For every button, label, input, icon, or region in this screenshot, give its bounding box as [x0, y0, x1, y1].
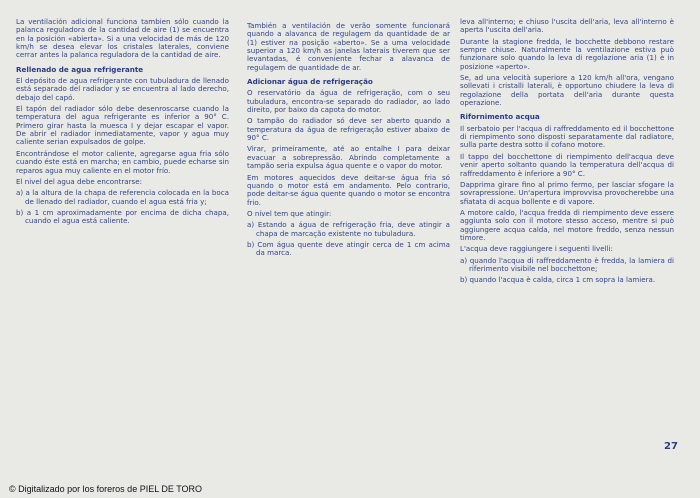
paragraph: A motore caldo, l'acqua fredda di riempimento deve essere aggiunta solo con il motore stesso acceso, mentre si può aggiungere acqua calda, nel motore freddo, senza nessun timore.	[460, 207, 674, 242]
page-number: 27	[664, 441, 678, 452]
section-heading: Adicionar água de refrigeração	[247, 77, 373, 87]
list-item: a) a la altura de la chapa de referencia colocada en la boca de llenado del radiador, cuando el agua está fria y;	[16, 188, 229, 206]
paragraph: Em motores aquecidos deve deitar-se água fria só quando o motor está em andamento. Pelo contrario, pode deitar-se água quente quando o motor se encontra frio.	[247, 172, 450, 207]
paragraph: Durante la stagione fredda, le bocchette debbono restare sempre chiuse. Naturalmente la ventilazione estiva può funzionare solo quando la leva di regolazione aria (1) è in posizione «aperto».	[460, 36, 674, 71]
paragraph: Il tappo del bocchettone di riempimento dell'acqua deve venir aperto soltanto quando la temperatura dell'acqua di raffreddamento è inferiore a 90° C.	[460, 151, 674, 178]
list-item: b) a 1 cm aproximadamente por encima de dicha chapa, cuando el agua está caliente.	[16, 207, 229, 226]
paragraph: Encontrándose el motor caliente, agregarse agua fria sólo cuando éste está en marcha; en cambio, puede echarse sin reparos agua muy caliente en el motor frío.	[16, 148, 229, 175]
column-portuguese	[247, 22, 450, 261]
paragraph: También a ventilación de verão somente funcionará quando a alavanca de regulagem da quantidade de ar (1) estiver na posição «aberto». Se a uma velocidade superior a 120 km/h as janelas laterais tiverem que ser levantadas, é conveniente fechar a alavanca de regulagem de quantidade de ar.	[247, 21, 450, 72]
paragraph: Virar, primeiramente, até ao entalhe I para deixar evacuar a sobrepressão. Abrindo completamente a tampão seria expulsa água quente e o vapor do motor.	[247, 144, 450, 171]
paragraph: La ventilación adicional funciona tambien sólo cuando la palanca reguladora de la cantidad de aire (1) se encuentra en la posición «abierta». Si a una velocidad de más de 120 km/h se desea elevar los cristales laterales, conviene cerrar antes la palanca reguladora de la cantidad de aire.	[16, 17, 229, 60]
paragraph: Dapprima girare fino al primo fermo, per lasciar sfogare la sovrapressione. Un'apertura improvvisa provocherebbe una sfiatata di acqua bollente e di vapore.	[460, 179, 674, 206]
section-heading: Rifornimento acqua	[460, 112, 540, 122]
digitization-credit: © Digitalizado por los foreros de PIEL DE TORO	[9, 484, 203, 494]
list-item: b) quando l'acqua è calda, circa 1 cm sopra la lamiera.	[460, 275, 656, 285]
paragraph: Se, ad una velocità superiore a 120 km/h all'ora, vengano sollevati i cristalli laterali, è opportuno chiudere la leva di regolazione della portata dell'aria durante questa operazione.	[460, 73, 674, 108]
list-item: b) Com água quente deve atingir cerca de 1 cm acima da marca.	[247, 239, 450, 258]
list-item: a) quando l'acqua di raffreddamento è fredda, la lamiera di riferimento visibile nel bocchettone;	[460, 255, 674, 273]
paragraph: Il serbatoio per l'acqua di raffreddamento ed il bocchettone di riempimento sono disposti separatamente dal radiatore, sulla parte destra sotto il cofano motore.	[460, 123, 674, 150]
paragraph: El tapón del radiador sólo debe desenroscarse cuando la temperatura del agua refrigerante es inferior a 90° C. Primero girar hasta la muesca I y dejar escapar el vapor. De abrir el radiador inmediatamente, vapor y agua muy caliente serian expulsados de golpe.	[16, 104, 229, 147]
column-italian	[460, 18, 674, 288]
paragraph: O tampão do radiador só deve ser aberto quando a temperatura da água de refrigeração estiver abaixo de 90° C.	[247, 116, 450, 143]
section-heading: Rellenado de agua refrigerante	[16, 64, 144, 74]
paragraph: El nivel del agua debe encontrarse:	[16, 176, 143, 186]
paragraph: leva all'interno; e chiuso l'uscita dell'aria, leva all'interno è aperta l'uscita dell'aria.	[460, 17, 674, 35]
paragraph: El depósito de agua refrigerante con tubuladura de llenado está separado del radiador y se encuentra al lado derecho, debajo del capó.	[16, 76, 229, 102]
paragraph: O nível tem que atingir:	[247, 208, 332, 218]
paragraph: O reservatório da água de refrigeração, com o seu tubuladura, encontra-se separado do radiador, ao lado direito, por baixo da capota do motor.	[247, 88, 450, 115]
list-item: a) Estando a água de refrigeração fria, deve atingir a chapa de marcação existente no tubuladura.	[247, 220, 450, 238]
column-spanish	[16, 18, 229, 229]
paragraph: L'acqua deve raggiungere i seguenti livelli:	[460, 244, 613, 254]
